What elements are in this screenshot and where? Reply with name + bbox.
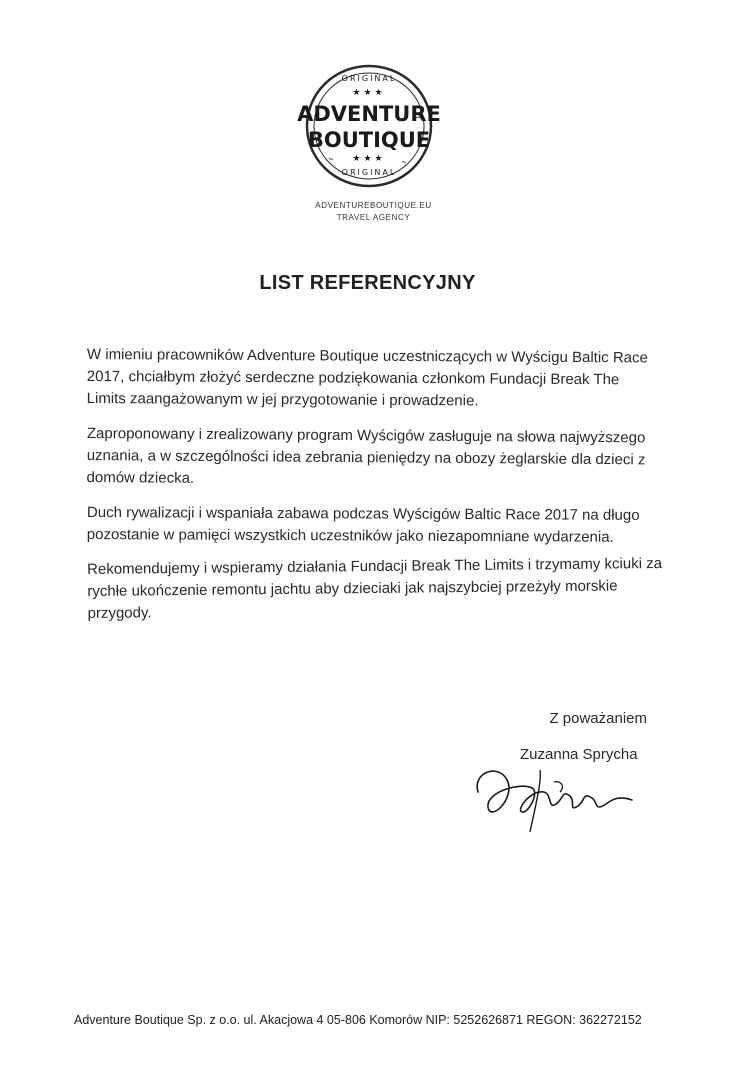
logo-stars-top: ★★★ [352,88,386,98]
closing-salutation: Z poważaniem [549,710,647,727]
company-website: ADVENTUREBOUTIQUE.EU [315,201,432,210]
footer-company-details: Adventure Boutique Sp. z o.o. ul. Akacjowa 4 05-806 Komorów NIP: 5252626871 REGON: 362272152 [74,1013,642,1027]
signer-name: Zuzanna Sprycha [520,746,638,763]
paragraph: Rekomendujemy i wspieramy działania Fundacji Break The Limits i trzymamy kciuki za rychłe ukończenie remontu jachtu aby dzieciaki jak najszybciej przeżyły morskie przygody. [87,554,663,622]
company-tagline: TRAVEL AGENCY [336,213,411,222]
paragraph: Duch rywalizacji i wspaniała zabawa podczas Wyścigów Baltic Race 2017 na długo pozostanie w pamięci wszystkich uczestników jako niezapomniane wydarzenia. [86,503,640,546]
logo-boutique-text: BOUTIQUE [307,128,431,152]
company-info [0,200,735,224]
letter-body [87,344,662,638]
logo-bottom-arc-text: ORIGINAL [341,168,397,177]
paragraph: W imieniu pracowników Adventure Boutique uczestniczących w Wyścigu Baltic Race 2017, chciałbym złożyć serdeczne podziękowania członkom Fundacji Break The Limits zaangażowanym w jej przygotowanie i prowadzenie. [86,345,648,410]
company-logo-stamp [294,58,444,198]
letter-title: LIST REFERENCYJNY [259,272,476,294]
logo-stars-bottom: ★★★ [352,154,386,164]
handwritten-signature [470,752,640,837]
logo-top-arc-text: ORIGINAL [341,74,397,83]
logo-adventure-text: ADVENTURE [297,102,441,126]
paragraph: Zaproponowany i zrealizowany program Wyścigów zasługuje na słowa najwyższego uznania, a w szczególności idea zebrania pieniędzy na obozy żeglarskie dla dzieci z domów dziecka. [86,424,646,487]
